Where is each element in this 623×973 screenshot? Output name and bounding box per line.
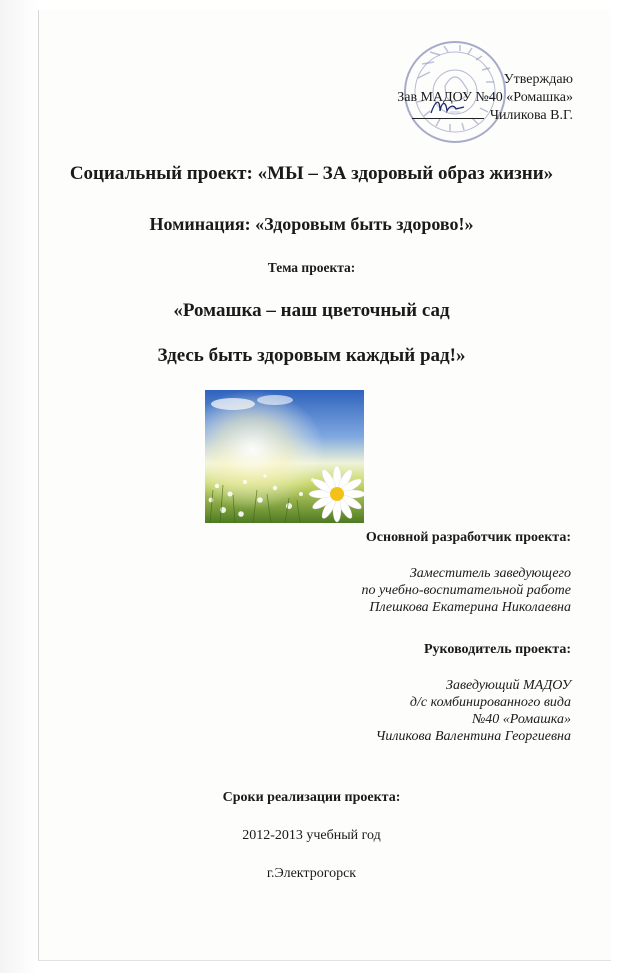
leader-line-4: Чиликова Валентина Георгиевна — [375, 729, 571, 744]
approval-position: Зав МАДОУ №40 «Ромашка» — [397, 89, 573, 105]
approval-signer: Чиликова В.Г. — [489, 108, 573, 123]
developer-heading: Основной разработчик проекта: — [365, 530, 571, 545]
developer-line-3: Плешкова Екатерина Николаевна — [369, 600, 571, 615]
leader-line-2: д/с комбинированного вида — [409, 695, 571, 710]
approval-word: Утверждаю — [503, 72, 573, 87]
terms-years: 2012-2013 учебный год — [242, 828, 381, 843]
city-name: г.Электрогорск — [266, 866, 357, 881]
leader-line-3: №40 «Ромашка» — [472, 712, 571, 727]
project-title: Социальный проект: «МЫ – ЗА здоровый образ жизни» — [69, 163, 554, 184]
topic-line-2: Здесь быть здоровым каждый рад!» — [157, 345, 466, 366]
developer-line-2: по учебно-воспитательной работе — [361, 583, 571, 598]
approval-block — [397, 71, 573, 125]
terms-heading: Сроки реализации проекта: — [222, 790, 401, 805]
topic-line-1: «Ромашка – наш цветочный сад — [173, 300, 450, 321]
topic-label: Тема проекта: — [267, 260, 356, 275]
chamomile-field-image — [205, 390, 364, 523]
leader-line-1: Заведующий МАДОУ — [446, 678, 571, 693]
handwritten-signature — [428, 97, 468, 119]
signature-line — [412, 106, 484, 119]
leader-heading: Руководитель проекта: — [424, 642, 571, 657]
leader-block — [376, 677, 571, 745]
developer-line-1: Заместитель заведующего — [409, 566, 571, 581]
nomination-title: Номинация: «Здоровым быть здорово!» — [149, 214, 474, 234]
approval-signer-line — [397, 106, 573, 125]
developer-block — [361, 565, 571, 616]
